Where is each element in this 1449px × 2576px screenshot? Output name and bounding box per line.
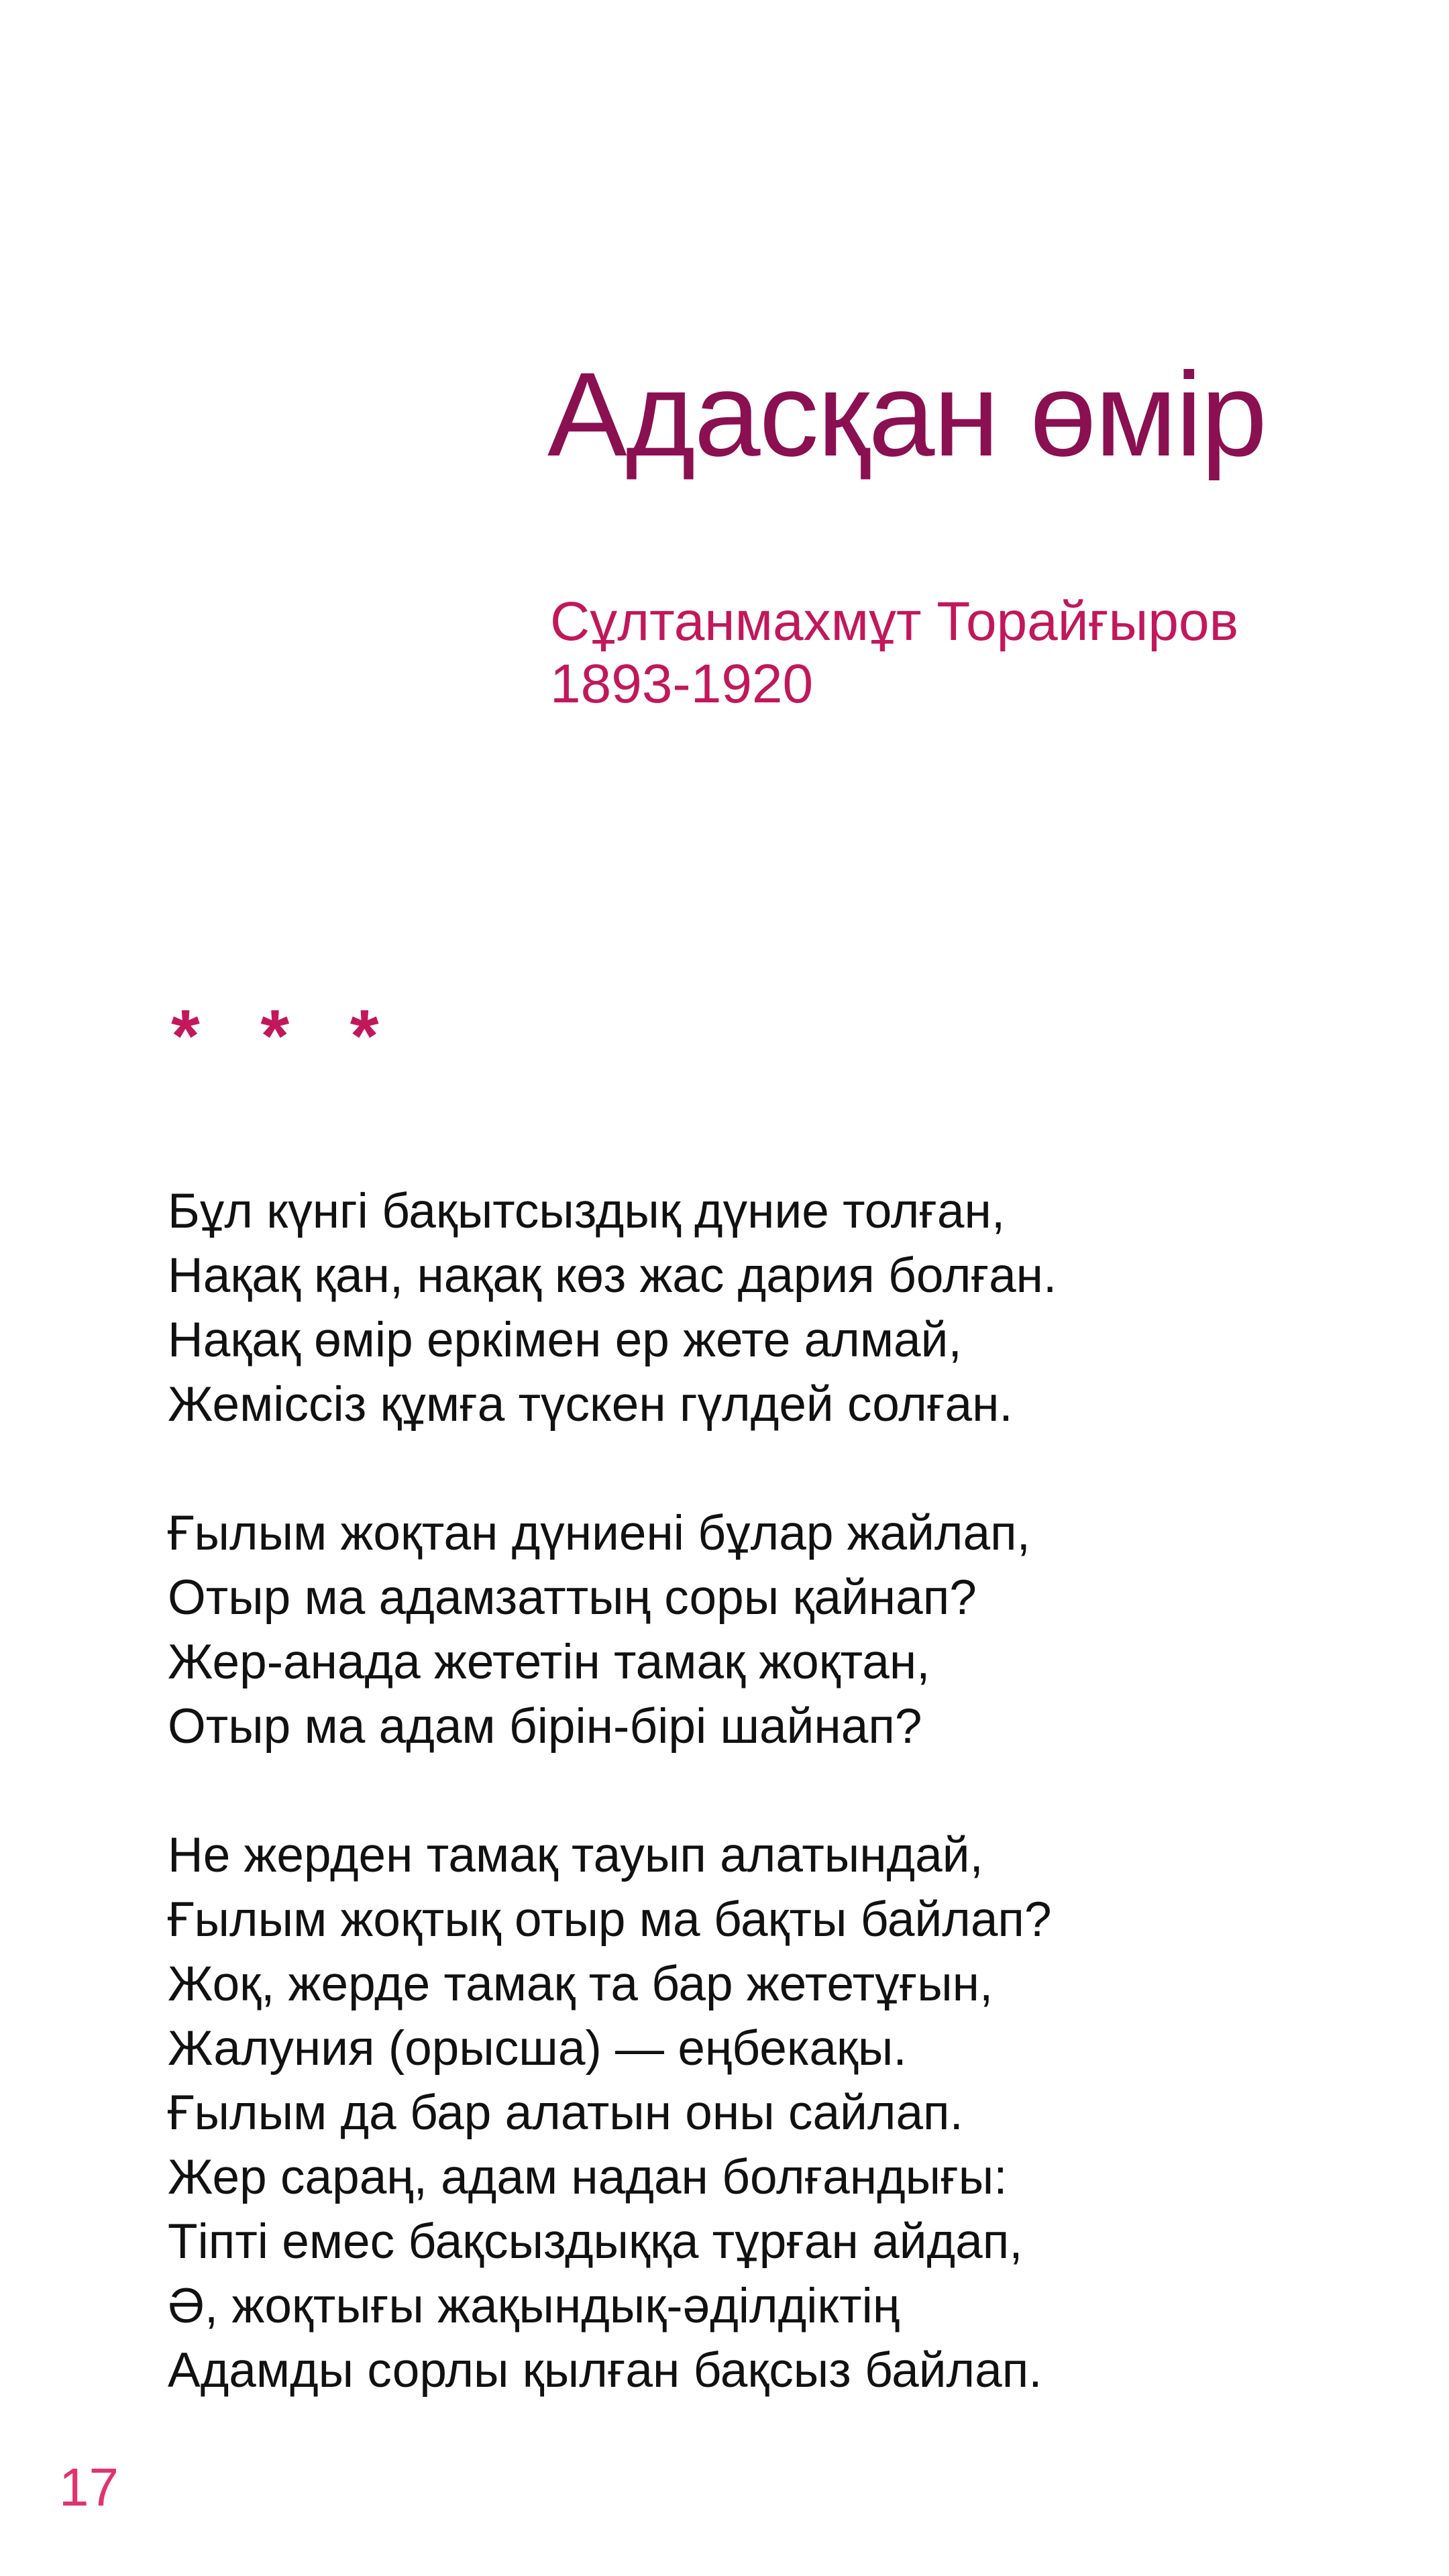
section-separator: * * *: [171, 995, 399, 1077]
poem-line: Нақақ өмір еркімен ер жете алмай,: [168, 1313, 962, 1367]
poem-line: Отыр ма адам бірін-бірі шайнап?: [168, 1699, 922, 1754]
poem-line: Отыр ма адамзаттың соры қайнап?: [168, 1570, 977, 1625]
poem-line: Жоқ, жерде тамақ та бар жететұғын,: [168, 1957, 994, 2011]
poem-line: Нақақ қан, нақақ көз жас дария болған.: [168, 1248, 1057, 1303]
author-name: Сұлтанмахмұт Торайғыров: [550, 591, 1239, 652]
poem-line: Жалуния (орысша) — еңбекақы.: [168, 2021, 907, 2076]
poem-line: Ә, жоқтығы жақындық-әділдіктің: [168, 2279, 900, 2333]
author-block: [550, 590, 1238, 715]
poem-line: Жер сараң, адам надан болғандығы:: [168, 2150, 1008, 2204]
stanza: [168, 1501, 1415, 1759]
poem-line: Жеміссіз құмға түскен гүлдей солған.: [168, 1377, 1013, 1432]
poem-title: Адасқан өмір: [547, 347, 1267, 481]
poem-line: Тіпті емес бақсыздыққа тұрған айдап,: [168, 2214, 1023, 2269]
poem-line: Ғылым жоқтан дүниені бұлар жайлап,: [168, 1506, 1030, 1560]
poem-line: Жер-анада жететін тамақ жоқтан,: [168, 1635, 930, 1689]
poem-line: Ғылым да бар алатын оны сайлап.: [168, 2086, 963, 2140]
stanza: [168, 1179, 1415, 1437]
poem-line: Бұл күнгі бақытсыздық дүние толған,: [168, 1184, 1006, 1238]
stanza: [168, 1823, 1415, 2403]
poem-line: Адамды сорлы қылған бақсыз байлап.: [168, 2343, 1042, 2398]
poem-body: [168, 1179, 1415, 2403]
poem-line: Не жерден тамақ тауып алатындай,: [168, 1828, 983, 1882]
author-years: 1893-1920: [550, 653, 814, 714]
page-number: 17: [59, 2457, 119, 2517]
poem-line: Ғылым жоқтық отыр ма бақты байлап?: [168, 1892, 1052, 1947]
